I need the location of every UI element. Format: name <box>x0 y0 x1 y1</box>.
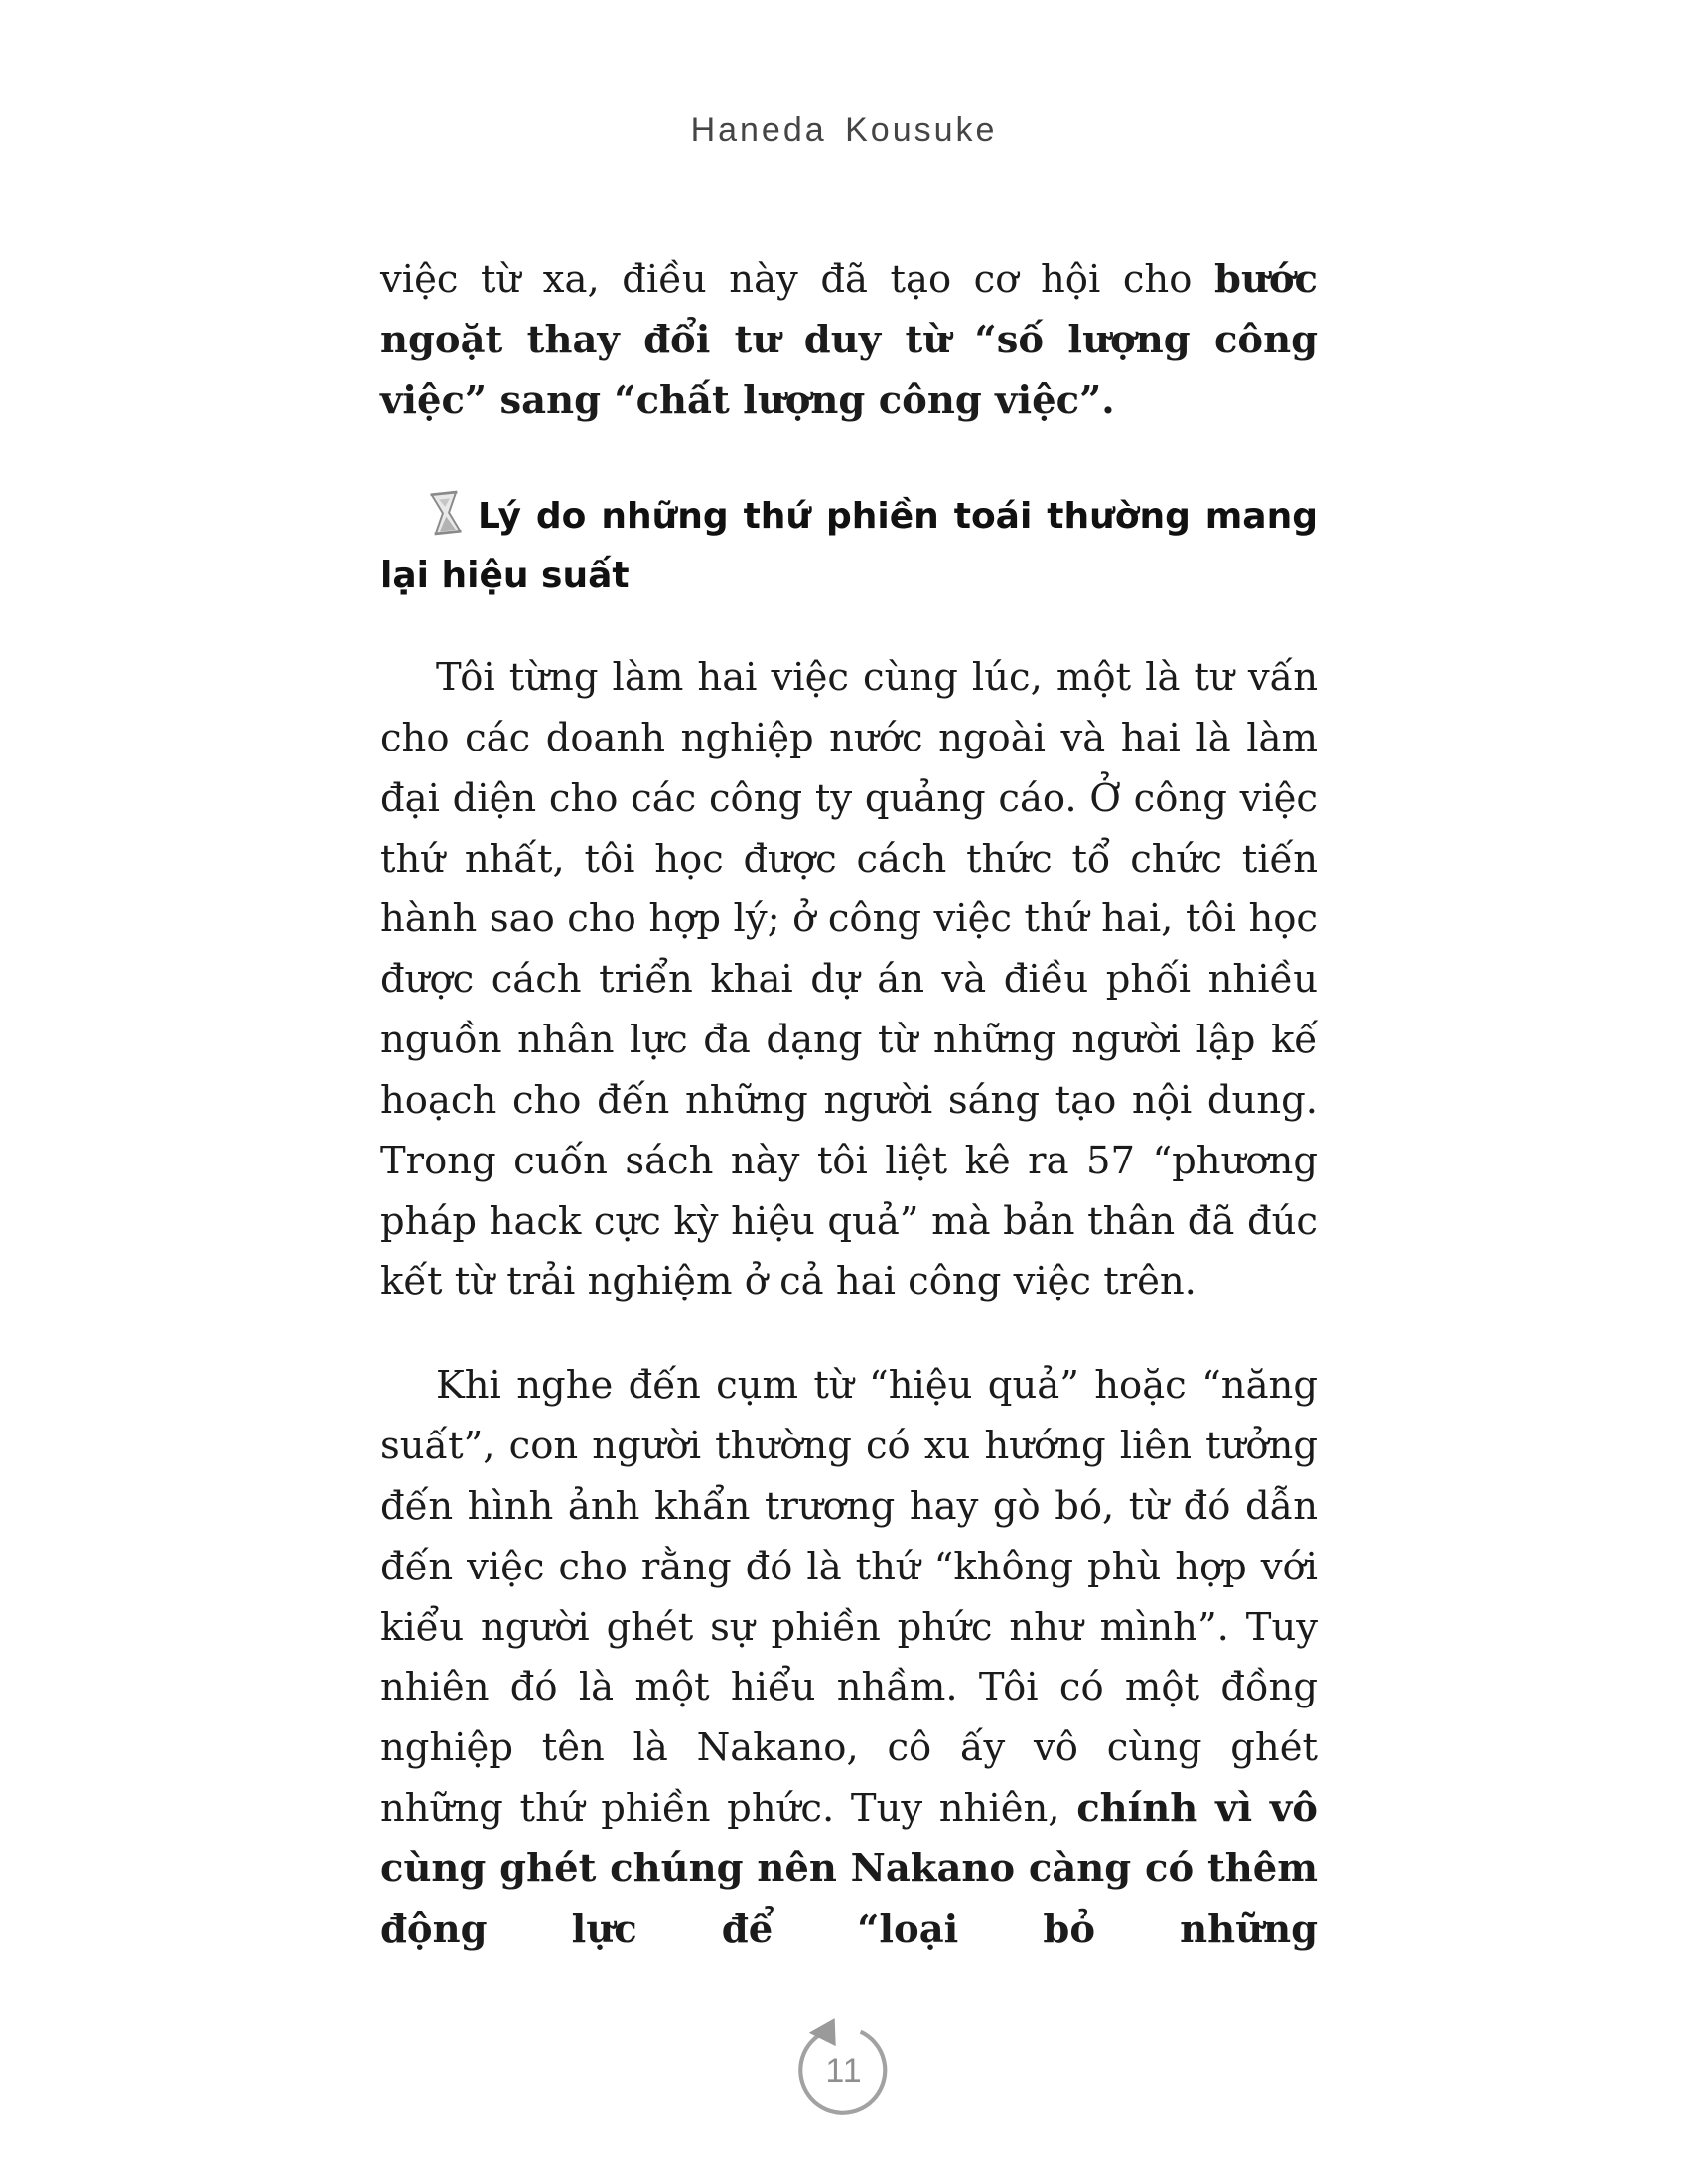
page-number: 11 <box>825 2051 863 2090</box>
intro-paragraph <box>380 250 1318 431</box>
section-heading <box>380 488 1318 605</box>
intro-paragraph-bold-text: bước ngoặt thay đổi tư duy từ “số lượng công việc” sang “chất lượng công việc”. <box>380 257 1318 423</box>
intro-paragraph-normal-text: việc từ xa, điều này đã tạo cơ hội cho <box>380 257 1214 302</box>
hourglass-icon <box>428 489 465 538</box>
body-paragraph-1: Tôi từng làm hai việc cùng lúc, một là tư vấn cho các doanh nghiệp nước ngoài và hai là làm đại diện cho các công ty quảng cáo. Ở công việc thứ nhất, tôi học được cách thức tổ chức tiến hành sao cho hợp lý; ở công việc thứ hai, tôi học được cách triển khai dự án và điều phối nhiều nguồn nhân lực đa dạng từ những người lập kế hoạch cho đến những người sáng tạo nội dung. Trong cuốn sách này tôi liệt kê ra 57 “phương pháp hack cực kỳ hiệu quả” mà bản thân đã đúc kết từ trải nghiệm ở cả hai công việc trên. <box>380 655 1318 1304</box>
section-heading-text: Lý do những thứ phiền toái thường mang lại hiệu suất <box>380 496 1318 596</box>
body-paragraph-2-normal-text: Khi nghe đến cụm từ “hiệu quả” hoặc “năng suất”, con người thường có xu hướng liên tưởng đến hình ảnh khẩn trương hay gò bó, từ đó dẫn đến việc cho rằng đó là thứ “không phù hợp với kiểu người ghét sự phiền phức như mình”. Tuy nhiên đó là một hiểu nhầm. Tôi có một đồng nghiệp tên là Nakano, cô ấy vô cùng ghét những thứ phiền phức. Tuy nhiên, <box>380 1363 1318 1832</box>
page-number-ornament <box>792 2013 896 2124</box>
page-content <box>380 250 1318 1961</box>
body-paragraph-2-bold-text: chính vì vô cùng ghét chúng nên Nakano càng có thêm động lực để “loại bỏ những <box>380 1786 1318 1952</box>
page-footer <box>0 2013 1688 2128</box>
running-header: Haneda Kousuke <box>690 111 998 149</box>
body-paragraph-2 <box>380 1356 1318 1960</box>
